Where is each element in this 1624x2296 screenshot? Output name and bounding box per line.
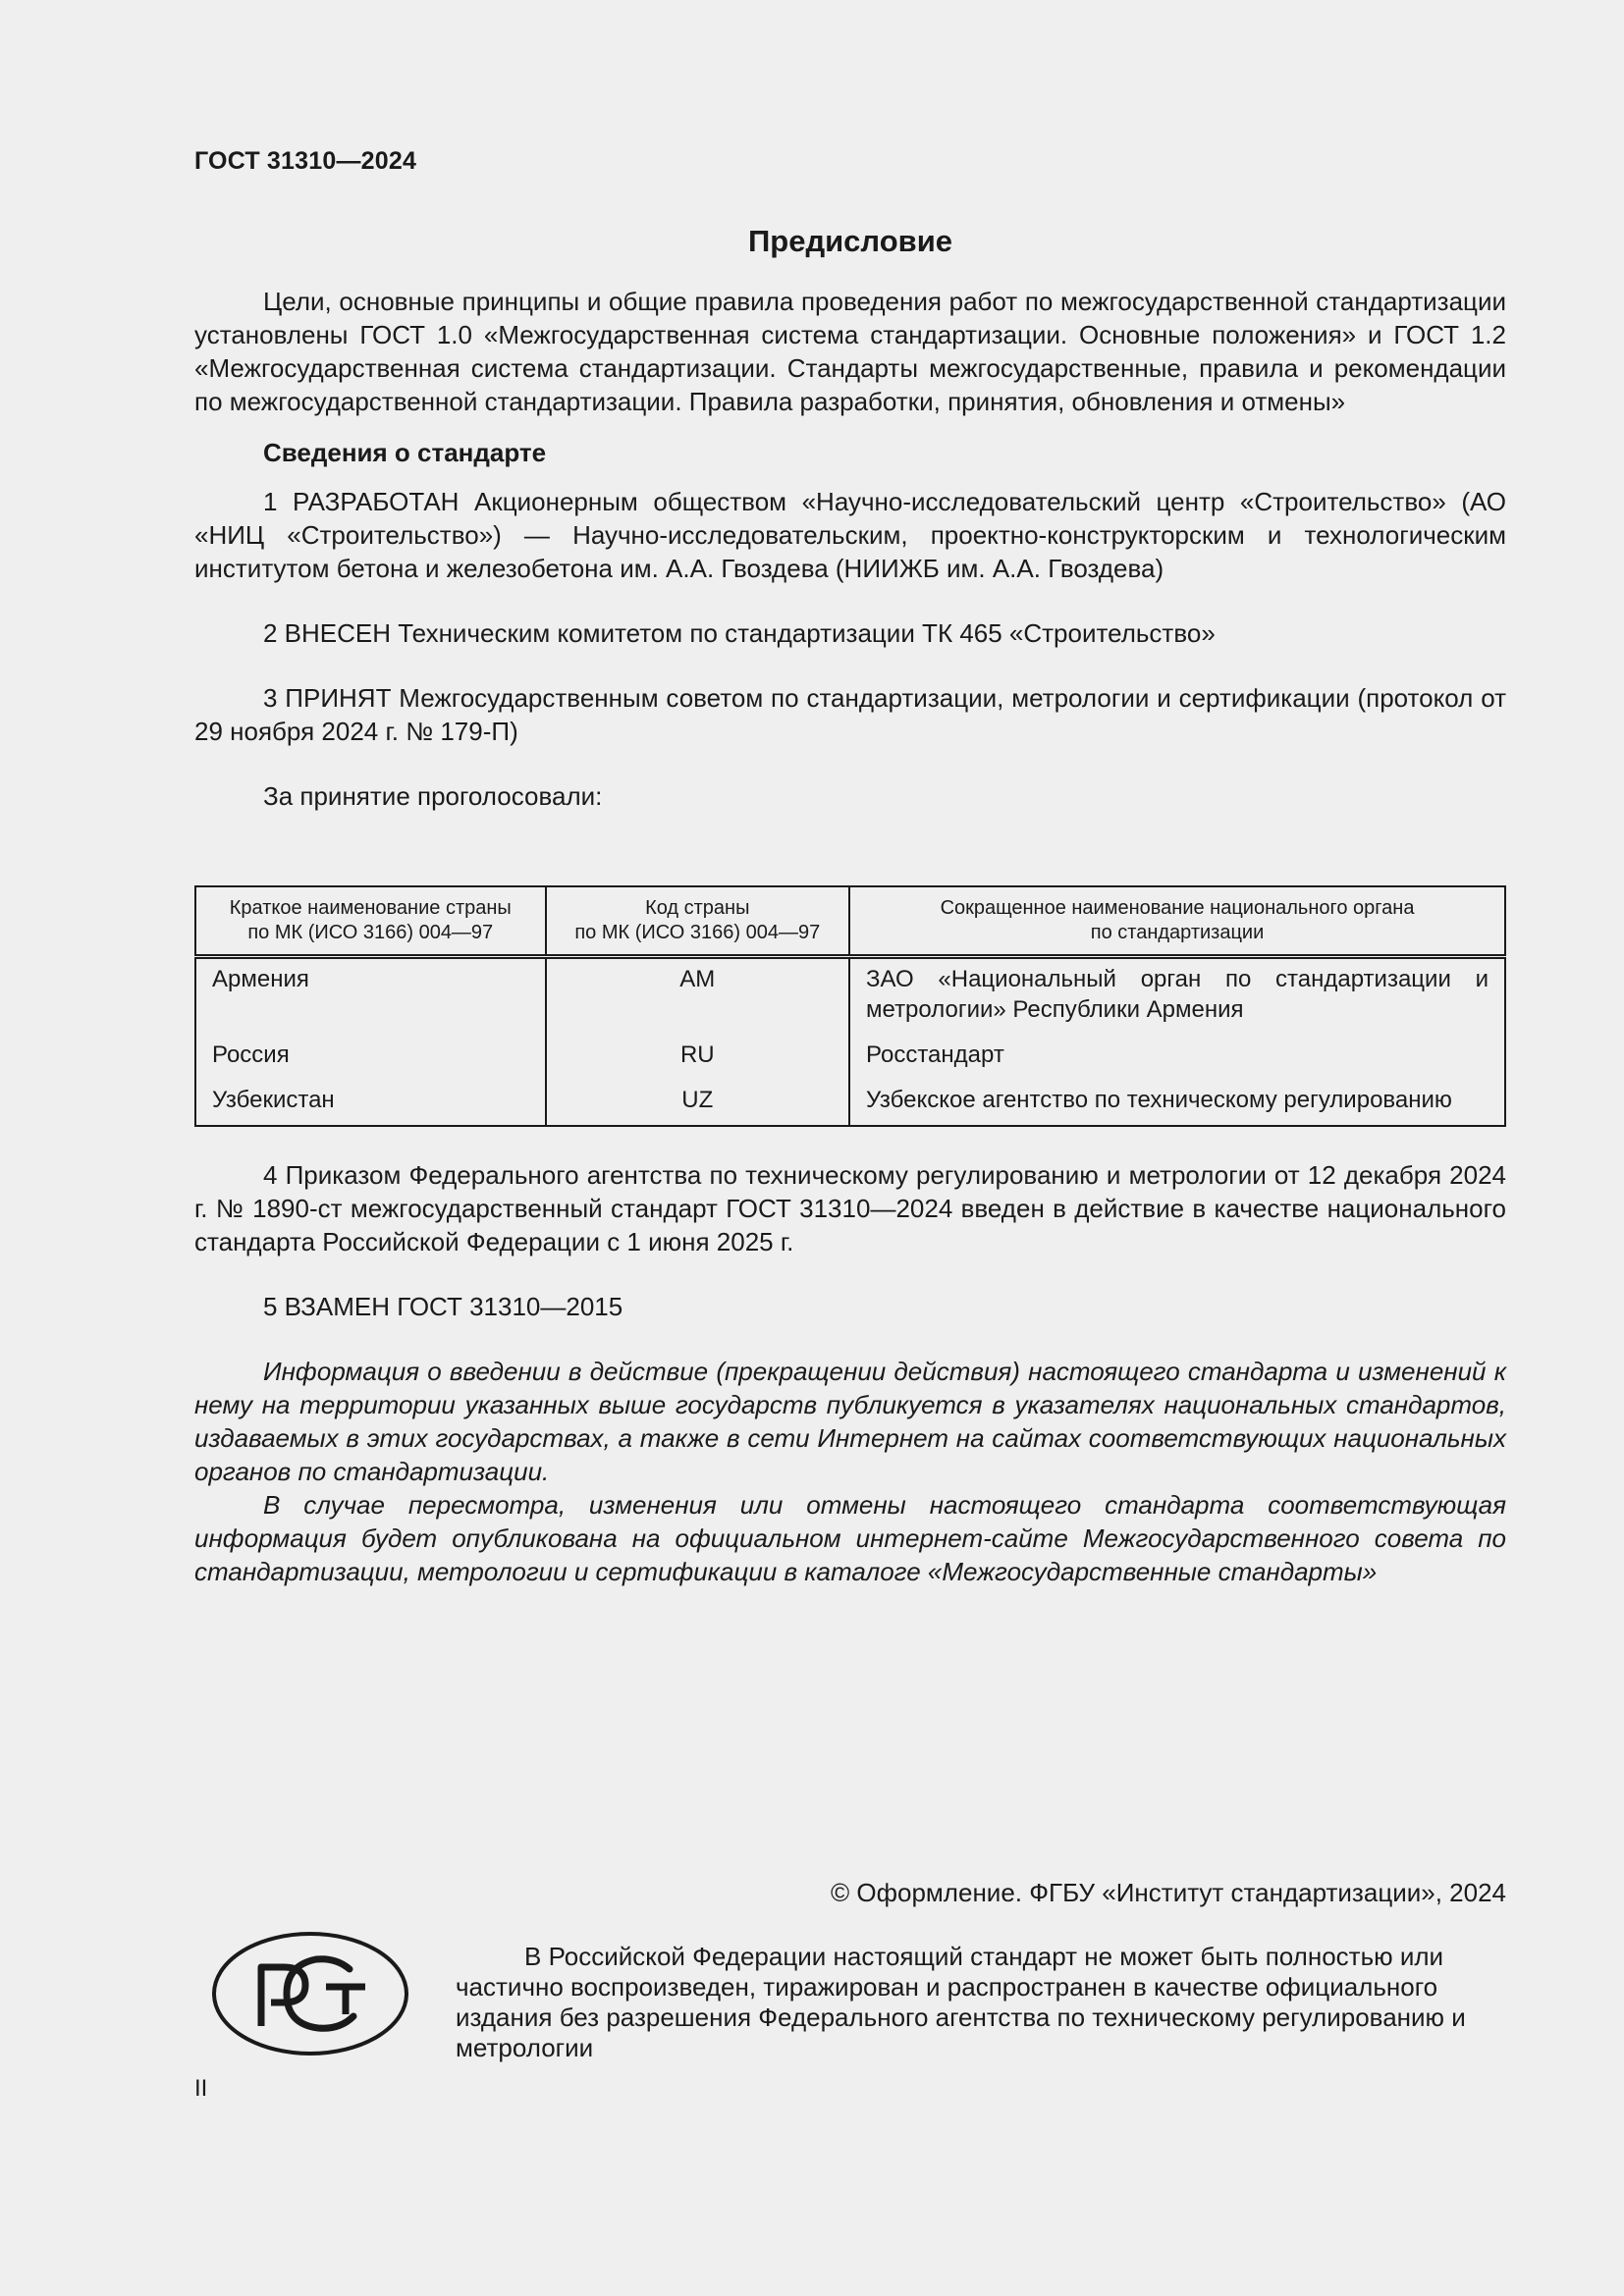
- rights-notice: В Российской Федерации настоящий стандарт не может быть полностью или частично воспроизведен, тиражирован и распространен в качестве официального издания без разрешения Федерального агентства по техническому регулированию и метрологии: [456, 1942, 1466, 2062]
- country-name: Узбекистан: [195, 1080, 546, 1126]
- country-code: RU: [546, 1035, 849, 1080]
- page-number: II: [194, 2075, 208, 2102]
- foreword-continuation: [194, 1158, 1506, 1588]
- item-3: 3 ПРИНЯТ Межгосударственным советом по стандартизации, метрологии и сертификации (протокол от 29 ноября 2024 г. № 179-П): [194, 683, 1506, 746]
- table-header-row: [195, 886, 1505, 957]
- table-row: [195, 957, 1505, 1036]
- item-2: 2 ВНЕСЕН Техническим комитетом по стандартизации ТК 465 «Строительство»: [263, 618, 1216, 648]
- copyright: © Оформление. ФГБУ «Институт стандартизации», 2024: [831, 1878, 1506, 1907]
- note-introduction: Информация о введении в действие (прекращении действия) настоящего стандарта и изменений к нему на территории указанных выше государств публикуется в указателях национальных стандартов, издаваемых в этих государствах, а также в сети Интернет на сайтах соответствующих национальных органов по стандартизации.: [194, 1357, 1506, 1486]
- voted-label: За принятие проголосовали:: [263, 781, 603, 811]
- header-country-name: Краткое наименование страны по МК (ИСО 3166) 004—97: [195, 886, 546, 957]
- header-country-code: Код страны по МК (ИСО 3166) 004—97: [546, 886, 849, 957]
- national-body: ЗАО «Национальный орган по стандартизации и метрологии» Республики Армения: [849, 957, 1505, 1036]
- voters-table: [194, 885, 1506, 1127]
- foreword-title: Предисловие: [747, 224, 952, 258]
- item-5: 5 ВЗАМЕН ГОСТ 31310—2015: [263, 1292, 623, 1321]
- foreword-intro: Цели, основные принципы и общие правила проведения работ по межгосударственной стандартизации установлены ГОСТ 1.0 «Межгосударственная система стандартизации. Основные положения» и ГОСТ 1.2 «Межгосударственная система стандартизации. Стандарты межгосударственные, правила и рекомендации по межгосударственной стандартизации. Правила разработки, принятия, обновления и отмены»: [194, 287, 1506, 416]
- country-name: Россия: [195, 1035, 546, 1080]
- item-1: 1 РАЗРАБОТАН Акционерным обществом «Научно-исследовательский центр «Строительство» (АО «НИЦ «Строительство») — Научно-исследовательским, проектно-конструкторским и технологическим институтом бетона и железобетона им. А.А. Гвоздева (НИИЖБ им. А.А. Гвоздева): [194, 487, 1506, 583]
- country-name: Армения: [195, 957, 546, 1036]
- doc-code: ГОСТ 31310—2024: [194, 147, 417, 175]
- header-national-body: Сокращенное наименование национального органа по стандартизации: [849, 886, 1505, 957]
- country-code: AM: [546, 957, 849, 1036]
- national-body: Узбекское агентство по техническому регулированию: [849, 1080, 1505, 1126]
- country-code: UZ: [546, 1080, 849, 1126]
- national-body: Росстандарт: [849, 1035, 1505, 1080]
- rst-certification-mark-icon: [210, 1930, 410, 2057]
- table-row: [195, 1080, 1505, 1126]
- note-revision: В случае пересмотра, изменения или отмены настоящего стандарта соответствующая информация будет опубликована на официальном интернет-сайте Межгосударственного совета по стандартизации, метрологии и сертификации в каталоге «Межгосударственные стандарты»: [194, 1490, 1506, 1586]
- section-title: Сведения о стандарте: [263, 438, 547, 467]
- table-row: [195, 1035, 1505, 1080]
- foreword-body: [194, 285, 1506, 813]
- item-4: 4 Приказом Федерального агентства по техническому регулированию и метрологии от 12 декабря 2024 г. № 1890-ст межгосударственный стандарт ГОСТ 31310—2024 введен в действие в качестве национального стандарта Российской Федерации с 1 июня 2025 г.: [194, 1160, 1506, 1256]
